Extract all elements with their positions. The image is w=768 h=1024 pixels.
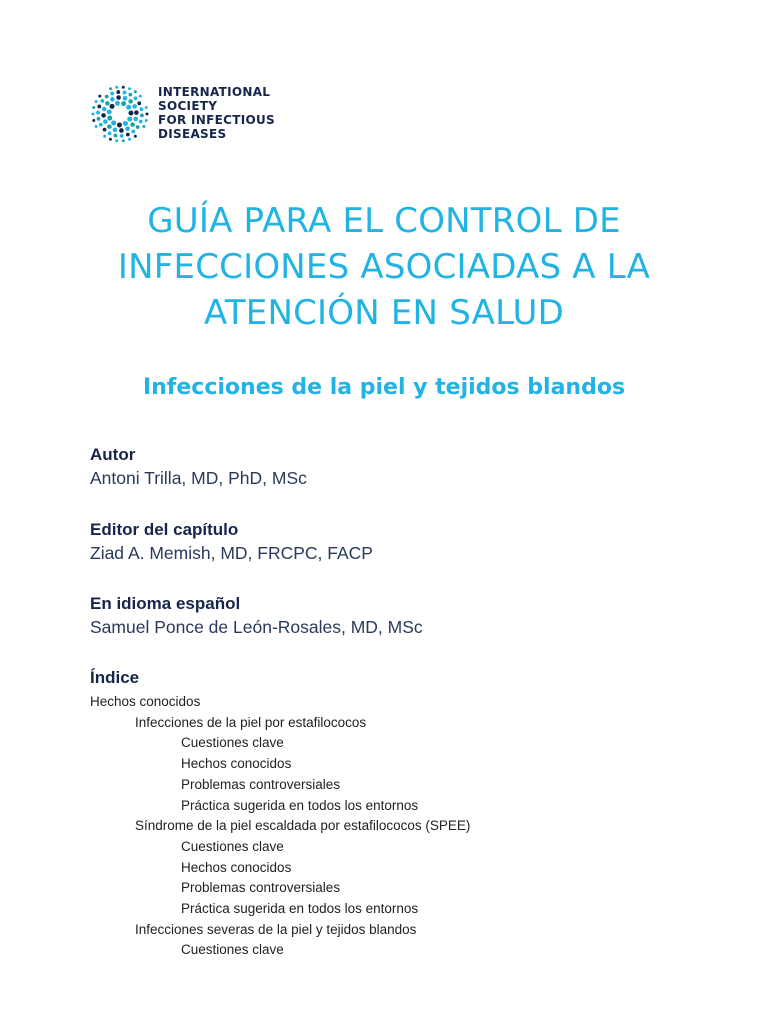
logo-dot bbox=[123, 121, 128, 126]
logo-dot bbox=[145, 106, 148, 109]
logo-dot bbox=[98, 95, 101, 98]
logo-dot bbox=[120, 134, 124, 138]
toc-heading: Índice bbox=[90, 668, 140, 687]
logo-dot bbox=[122, 86, 125, 89]
logo-dot bbox=[119, 128, 124, 133]
credit-value: Samuel Ponce de León-Rosales, MD, MSc bbox=[90, 617, 423, 637]
toc-item[interactable]: Problemas controversiales bbox=[181, 880, 341, 896]
toc-item[interactable]: Hechos conocidos bbox=[181, 859, 292, 875]
logo-dot bbox=[115, 86, 118, 89]
logo-dot bbox=[123, 96, 128, 101]
logo-dot bbox=[99, 123, 103, 127]
logo-dot bbox=[97, 117, 101, 121]
logo-dot bbox=[133, 117, 138, 122]
credit-spanish-translation bbox=[90, 593, 423, 639]
logo-dot bbox=[113, 127, 118, 132]
toc-item[interactable]: Cuestiones clave bbox=[181, 942, 284, 958]
logo-dot bbox=[142, 125, 145, 128]
logo-dot bbox=[146, 113, 149, 116]
logo-dot bbox=[102, 107, 107, 112]
toc-item[interactable]: Síndrome de la piel escaldada por estafilococos (SPEE) bbox=[135, 818, 471, 834]
logo-dot bbox=[139, 120, 143, 124]
logo-dot bbox=[117, 122, 122, 127]
logo-dot bbox=[107, 109, 112, 114]
logo-dot bbox=[128, 87, 131, 90]
logo-dot bbox=[115, 101, 120, 106]
logo-dot bbox=[123, 91, 127, 95]
logo-dot bbox=[139, 95, 142, 98]
logo-dot bbox=[129, 93, 133, 97]
logo-dot bbox=[107, 116, 112, 121]
logo-dot bbox=[134, 135, 137, 138]
toc-item[interactable]: Problemas controversiales bbox=[181, 776, 341, 792]
logo-dot bbox=[134, 90, 137, 93]
logo-dot bbox=[137, 101, 141, 105]
logo-dot bbox=[134, 96, 138, 100]
logo-dot bbox=[127, 117, 132, 122]
logo-line: FOR INFECTIOUS bbox=[158, 113, 275, 127]
document-subtitle: Infecciones de la piel y tejidos blandos bbox=[142, 375, 626, 400]
logo-dot bbox=[92, 113, 95, 116]
logo-dot bbox=[128, 99, 133, 104]
logo-line: SOCIETY bbox=[158, 99, 218, 113]
logo-dot bbox=[103, 128, 107, 132]
logo-line: INTERNATIONAL bbox=[158, 85, 271, 99]
credit-value: Antoni Trilla, MD, PhD, MSc bbox=[90, 468, 307, 488]
logo-dot bbox=[115, 139, 118, 142]
logo-dot bbox=[92, 106, 95, 109]
logo-dot bbox=[122, 139, 125, 142]
logo-dot bbox=[121, 101, 126, 106]
logo-dot bbox=[101, 113, 106, 118]
credit-chapter-editor bbox=[90, 519, 373, 565]
credit-value: Ziad A. Memish, MD, FRCPC, FACP bbox=[90, 543, 373, 563]
logo-dot bbox=[136, 125, 140, 129]
logo-dot bbox=[103, 135, 106, 138]
logo-dot bbox=[110, 97, 115, 102]
logo-dot bbox=[105, 101, 110, 106]
title-line: INFECCIONES ASOCIADAS A LA bbox=[117, 247, 651, 287]
toc-item[interactable]: Hechos conocidos bbox=[90, 694, 201, 709]
toc-item[interactable]: Cuestiones clave bbox=[181, 838, 284, 854]
logo-dot bbox=[131, 130, 135, 134]
credit-author bbox=[90, 444, 307, 490]
logo-dot bbox=[110, 92, 114, 96]
logo-dot bbox=[116, 90, 120, 94]
logo-dot bbox=[134, 110, 139, 115]
document-title bbox=[0, 198, 768, 336]
toc-list bbox=[90, 692, 470, 961]
title-line: ATENCIÓN EN SALUD bbox=[204, 293, 564, 333]
logo-dot bbox=[128, 138, 131, 141]
logo-dot bbox=[126, 133, 130, 137]
logo-dot bbox=[140, 107, 144, 111]
toc-item[interactable]: Hechos conocidos bbox=[181, 756, 292, 772]
logo-dot bbox=[125, 126, 130, 131]
logo-dot bbox=[128, 110, 133, 115]
toc-item[interactable]: Práctica sugerida en todos los entornos bbox=[181, 901, 419, 917]
logo-dot bbox=[95, 100, 98, 103]
title-line: GUÍA PARA EL CONTROL DE bbox=[147, 201, 621, 241]
logo-dot bbox=[130, 122, 135, 127]
logo-dot bbox=[105, 95, 109, 99]
logo-dot bbox=[140, 114, 144, 118]
logo-dot bbox=[114, 134, 118, 138]
toc-item[interactable]: Práctica sugerida en todos los entornos bbox=[181, 797, 419, 813]
logo-wordmark bbox=[158, 85, 275, 141]
credit-label: Autor bbox=[90, 445, 136, 464]
logo-dot bbox=[103, 119, 108, 124]
logo-dot bbox=[107, 124, 112, 129]
logo-dot bbox=[96, 111, 100, 115]
logo-dot bbox=[92, 119, 95, 122]
logo-dot bbox=[145, 119, 148, 122]
logo-dot bbox=[111, 120, 116, 125]
logo-dot bbox=[95, 125, 98, 128]
toc-item[interactable]: Cuestiones clave bbox=[181, 735, 284, 751]
logo-dot bbox=[108, 131, 112, 135]
logo-dot bbox=[132, 104, 137, 109]
logo-dot bbox=[109, 138, 112, 141]
table-of-contents bbox=[90, 667, 470, 961]
logo-dot bbox=[97, 105, 101, 109]
credit-label: Editor del capítulo bbox=[90, 520, 239, 539]
logo-dot bbox=[116, 95, 121, 100]
logo-dot bbox=[110, 104, 115, 109]
logo-line: DISEASES bbox=[158, 127, 227, 141]
isid-logo bbox=[90, 84, 290, 144]
logo-dot bbox=[109, 87, 112, 90]
credit-label: En idioma español bbox=[90, 594, 241, 613]
isid-dots-logo-icon bbox=[90, 84, 150, 144]
logo-dot bbox=[126, 105, 131, 110]
logo-dot bbox=[100, 99, 104, 103]
toc-item[interactable]: Infecciones de la piel por estafilococos bbox=[135, 714, 367, 730]
toc-item[interactable]: Infecciones severas de la piel y tejidos blandos bbox=[135, 921, 417, 937]
